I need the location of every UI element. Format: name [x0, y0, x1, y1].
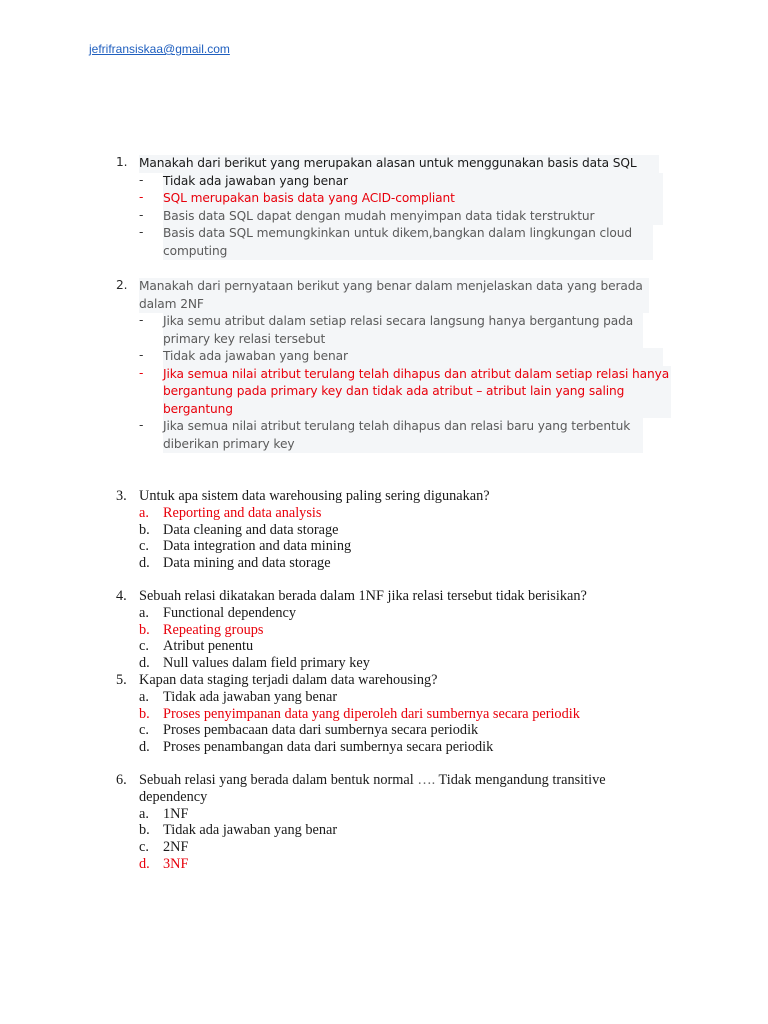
question-1-prompt	[0, 155, 768, 173]
option-marker: b.	[139, 621, 150, 638]
question-3-option-c	[0, 538, 768, 555]
question-5-option-b-correct	[0, 706, 768, 723]
question-1-option-4	[0, 225, 768, 260]
question-text: Kapan data staging terjadi dalam data warehousing?	[139, 672, 438, 688]
question-text: Manakah dari berikut yang merupakan alasan untuk menggunakan basis data SQL	[139, 155, 659, 173]
question-6	[0, 772, 768, 873]
option-text: Data mining and data storage	[163, 555, 331, 572]
option-marker: d.	[139, 655, 150, 672]
question-4	[0, 588, 768, 672]
option-text: Tidak ada jawaban yang benar	[163, 348, 663, 366]
option-text: 3NF	[163, 855, 189, 872]
question-2-option-1	[0, 313, 768, 348]
question-3-option-b	[0, 522, 768, 539]
option-text: Basis data SQL dapat dengan mudah menyimpan data tidak terstruktur	[163, 208, 663, 226]
question-3	[0, 488, 768, 572]
question-number: 6.	[116, 772, 127, 788]
question-number: 3.	[116, 488, 127, 504]
question-2-prompt	[0, 278, 768, 313]
option-text: Jika semu atribut dalam setiap relasi secara langsung hanya bergantung pada primary key relasi tersebut	[163, 313, 643, 348]
option-marker: a.	[139, 805, 149, 822]
option-text: Repeating groups	[163, 621, 264, 638]
option-marker: b.	[139, 705, 150, 722]
question-text	[139, 772, 659, 806]
option-text: SQL merupakan basis data yang ACID-compliant	[163, 190, 663, 208]
option-marker: d.	[139, 855, 150, 872]
option-marker: -	[139, 207, 144, 222]
option-text: Basis data SQL memungkinkan untuk dikem,bangkan dalam lingkungan cloud computing	[163, 225, 653, 260]
option-text: Data integration and data mining	[163, 538, 352, 555]
option-text: Jika semua nilai atribut terulang telah dihapus dan atribut dalam setiap relasi hanya bergantung pada primary key dan tidak ada atribut – atribut lain yang saling bergantung	[163, 366, 671, 419]
option-marker: c.	[139, 638, 149, 655]
option-text: 1NF	[163, 805, 189, 822]
question-number: 2.	[116, 278, 128, 292]
question-5-option-c	[0, 722, 768, 739]
option-text: Proses pembacaan data dari sumbernya secara periodik	[163, 722, 479, 739]
blank-ellipsis: ….	[417, 772, 436, 788]
question-6-option-b	[0, 822, 768, 839]
option-marker: -	[139, 225, 144, 239]
option-text: Data cleaning and data storage	[163, 521, 339, 538]
question-5-option-d	[0, 739, 768, 756]
option-text: Reporting and data analysis	[163, 504, 322, 521]
question-5-prompt	[0, 672, 768, 689]
question-4-option-c	[0, 638, 768, 655]
option-text: Tidak ada jawaban yang benar	[163, 822, 338, 839]
option-marker: -	[139, 172, 144, 187]
question-text-end: Tidak mengandung transitive dependency	[139, 772, 606, 805]
question-5	[0, 672, 768, 756]
question-text-start: Sebuah relasi yang berada dalam bentuk normal	[139, 772, 414, 788]
option-marker: d.	[139, 555, 150, 572]
question-6-option-d-correct	[0, 856, 768, 873]
question-6-prompt	[0, 772, 768, 806]
question-1	[0, 155, 768, 260]
question-text: Sebuah relasi dikatakan berada dalam 1NF jika relasi tersebut tidak berisikan?	[139, 588, 587, 604]
option-marker: c.	[139, 839, 149, 856]
question-6-option-a	[0, 806, 768, 823]
question-number: 1.	[116, 155, 128, 169]
question-4-option-a	[0, 605, 768, 622]
question-number: 4.	[116, 588, 127, 604]
option-marker: -	[139, 190, 144, 204]
question-2	[0, 278, 768, 453]
question-3-prompt	[0, 488, 768, 505]
option-text: Null values dalam field primary key	[163, 655, 370, 672]
question-4-option-d	[0, 655, 768, 672]
option-marker: a.	[139, 504, 149, 521]
question-3-option-d	[0, 555, 768, 572]
option-marker: d.	[139, 739, 150, 756]
option-text: Tidak ada jawaban yang benar	[163, 688, 338, 705]
question-4-option-b-correct	[0, 622, 768, 639]
question-text: Manakah dari pernyataan berikut yang benar dalam menjelaskan data yang berada dalam 2NF	[139, 278, 649, 313]
question-6-option-c	[0, 839, 768, 856]
option-text: Tidak ada jawaban yang benar	[163, 173, 663, 191]
question-5-option-a	[0, 689, 768, 706]
question-2-option-4	[0, 418, 768, 453]
question-number: 5.	[116, 672, 127, 688]
option-marker: b.	[139, 521, 150, 538]
option-marker: -	[139, 313, 144, 327]
option-marker: -	[139, 365, 144, 380]
option-marker: -	[139, 348, 144, 362]
option-marker: -	[139, 418, 144, 432]
option-marker: b.	[139, 822, 150, 839]
question-1-option-3	[0, 208, 768, 226]
option-text: Atribut penentu	[163, 638, 254, 655]
question-text: Untuk apa sistem data warehousing paling sering digunakan?	[139, 488, 490, 504]
option-text: Proses penambangan data dari sumbernya secara periodik	[163, 739, 494, 756]
question-2-option-3-correct	[0, 366, 768, 419]
question-1-option-2-correct	[0, 190, 768, 208]
option-text: Functional dependency	[163, 604, 297, 621]
option-marker: c.	[139, 722, 149, 739]
option-text: Proses penyimpanan data yang diperoleh dari sumbernya secara periodik	[163, 705, 580, 722]
option-marker: a.	[139, 688, 149, 705]
question-4-prompt	[0, 588, 768, 605]
question-3-option-a-correct	[0, 505, 768, 522]
option-marker: c.	[139, 538, 149, 555]
option-text: Jika semua nilai atribut terulang telah dihapus dan relasi baru yang terbentuk diberikan primary key	[163, 418, 643, 453]
author-email-link[interactable]: jefrifransiskaa@gmail.com	[89, 42, 230, 56]
option-marker: a.	[139, 604, 149, 621]
option-text: 2NF	[163, 839, 189, 856]
question-1-option-1	[0, 173, 768, 191]
question-2-option-2	[0, 348, 768, 366]
